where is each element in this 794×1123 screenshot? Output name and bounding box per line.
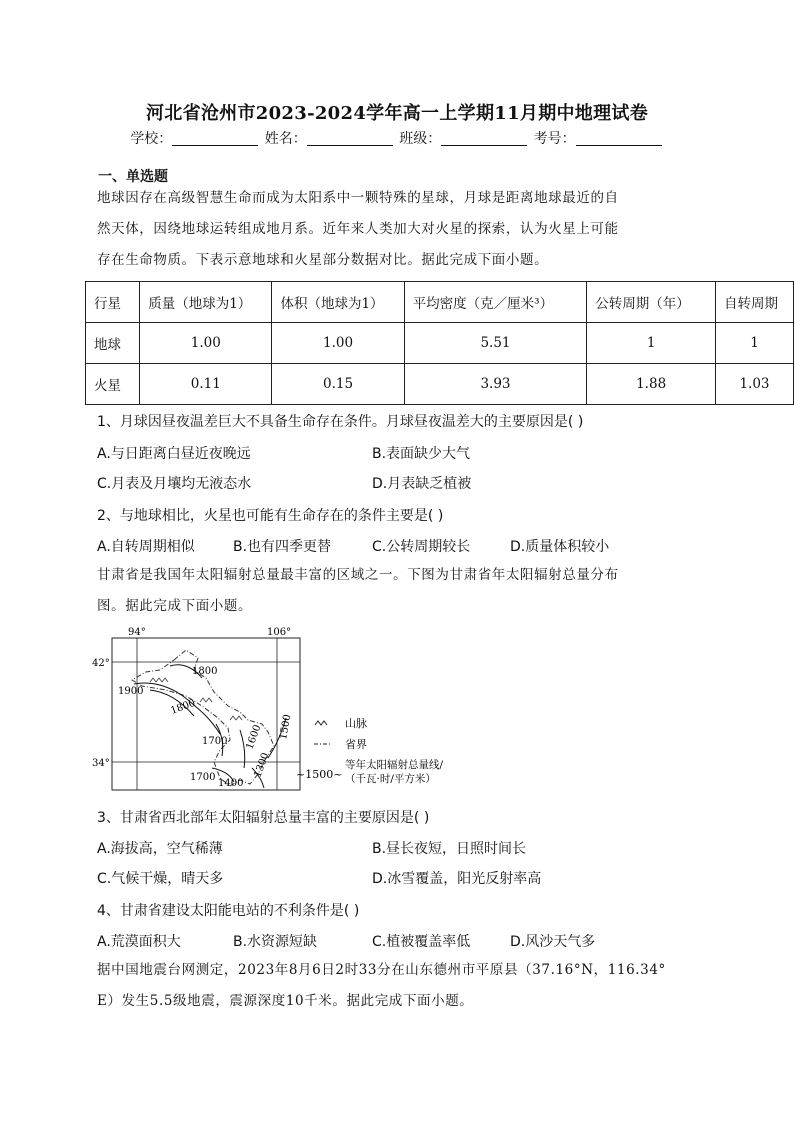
question-4-option-d[interactable]: D.风沙天气多 xyxy=(510,934,596,950)
question-3-option-d[interactable]: D.冰雪覆盖，阳光反射率高 xyxy=(372,871,542,887)
class-blank[interactable] xyxy=(441,131,527,146)
table-cell: 1.00 xyxy=(272,323,404,364)
question-1-option-a[interactable]: A.与日距离白昼近夜晚远 xyxy=(97,446,251,462)
isoline-label: 1700 xyxy=(190,772,216,783)
table-cell: 0.11 xyxy=(140,364,272,405)
passage-line: 图。据此完成下面小题。 xyxy=(97,598,253,614)
question-4-option-a[interactable]: A.荒漠面积大 xyxy=(97,934,181,950)
page-title: 河北省沧州市2023-2024学年高一上学期11月期中地理试卷 xyxy=(145,103,648,124)
question-3-option-a[interactable]: A.海拔高，空气稀薄 xyxy=(97,841,223,857)
question-2-option-a[interactable]: A.自转周期相似 xyxy=(97,539,195,555)
isoline-label: 1500 xyxy=(278,713,294,741)
legend-isoline-unit: （千瓦·时/平方米） xyxy=(345,773,436,785)
planet-data-table xyxy=(85,281,794,405)
table-header-row xyxy=(86,282,794,323)
map-frame xyxy=(112,638,300,790)
question-3-option-c[interactable]: C.气候干燥，晴天多 xyxy=(97,871,224,887)
question-2-option-d[interactable]: D.质量体积较小 xyxy=(510,539,610,555)
table-header-cell: 质量（地球为1） xyxy=(140,282,272,323)
isoline-label: 1900 xyxy=(118,686,144,697)
passage-3 xyxy=(97,955,698,1017)
passage-line: 地球因存在高级智慧生命而成为太阳系中一颗特殊的星球，月球是距离地球最近的自 xyxy=(97,190,619,206)
table-cell: 地球 xyxy=(86,323,140,364)
table-cell: 3.93 xyxy=(404,364,587,405)
table-cell: 1 xyxy=(715,323,793,364)
table-cell: 火星 xyxy=(86,364,140,405)
passage-line: 存在生命物质。下表示意地球和火星部分数据对比。据此完成下面小题。 xyxy=(97,252,549,268)
question-3-stem: 3、甘肃省西北部年太阳辐射总量丰富的主要原因是( ) xyxy=(97,810,430,826)
lon-label-left: 94° xyxy=(128,627,146,638)
table-header-cell: 公转周期（年） xyxy=(587,282,716,323)
passage-line: E）发生5.5级地震，震源深度10千米。据此完成下面小题。 xyxy=(97,993,474,1009)
table-cell: 1.03 xyxy=(715,364,793,405)
question-1-option-b[interactable]: B.表面缺少大气 xyxy=(372,446,471,462)
legend-border-label: 省界 xyxy=(345,738,367,751)
exam-no-label: 考号： xyxy=(533,131,576,147)
section-title: 一、单选题 xyxy=(98,169,168,185)
table-cell: 1 xyxy=(587,323,716,364)
table-header-cell: 平均密度（克／厘米³） xyxy=(404,282,587,323)
question-1-option-d[interactable]: D.月表缺乏植被 xyxy=(372,476,472,492)
table-row xyxy=(86,323,794,364)
isoline-label: 1800 xyxy=(169,697,197,717)
table-header-cell: 体积（地球为1） xyxy=(272,282,404,323)
gansu-solar-radiation-map xyxy=(90,622,490,802)
question-2-option-c[interactable]: C.公转周期较长 xyxy=(372,539,471,555)
isoline-label: 1700 xyxy=(202,736,228,747)
lat-label-top: 42° xyxy=(92,658,110,669)
question-4-option-c[interactable]: C.植被覆盖率低 xyxy=(372,934,471,950)
table-cell: 0.15 xyxy=(272,364,404,405)
table-header-cell: 行星 xyxy=(86,282,140,323)
name-blank[interactable] xyxy=(307,131,393,146)
passage-line: 据中国地震台网测定，2023年8月6日2时33分在山东德州市平原县（37.16°N，116.34° xyxy=(97,962,666,978)
lon-label-right: 106° xyxy=(267,627,292,638)
question-2-option-b[interactable]: B.也有四季更替 xyxy=(233,539,332,555)
isoline-label: 1600 xyxy=(244,723,264,752)
school-blank[interactable] xyxy=(172,131,258,146)
table-header-cell: 自转周期 xyxy=(715,282,793,323)
question-1-option-c[interactable]: C.月表及月壤均无液态水 xyxy=(97,476,252,492)
class-label: 班级： xyxy=(399,131,442,147)
legend-mountain-label: 山脉 xyxy=(345,717,367,730)
table-cell: 1.00 xyxy=(140,323,272,364)
question-3-option-b[interactable]: B.昼长夜短，日照时间长 xyxy=(372,841,527,857)
question-1-stem: 1、月球因昼夜温差巨大不具备生命存在条件。月球昼夜温差大的主要原因是( ) xyxy=(97,414,584,430)
mountain-symbols xyxy=(150,678,242,720)
question-4-option-b[interactable]: B.水资源短缺 xyxy=(233,934,318,950)
lat-label-bottom: 34° xyxy=(92,758,110,769)
passage-line: 然天体，因绕地球运转组成地月系。近年来人类加大对火星的探索，认为火星上可能 xyxy=(97,221,619,237)
isoline-label: 1400 xyxy=(218,778,244,789)
exam-no-blank[interactable] xyxy=(576,131,662,146)
legend-isoline-text: 等年太阳辐射总量线/ xyxy=(345,759,444,771)
table-cell: 5.51 xyxy=(404,323,587,364)
legend-isoline-value: ~1500~ xyxy=(296,768,343,781)
passage-line: 甘肃省是我国年太阳辐射总量最丰富的区域之一。下图为甘肃省年太阳辐射总量分布 xyxy=(97,567,619,583)
school-label: 学校： xyxy=(130,131,173,147)
question-2-stem: 2、与地球相比，火星也可能有生命存在的条件主要是( ) xyxy=(97,508,444,524)
name-label: 姓名： xyxy=(264,131,307,147)
isoline-label: 1800 xyxy=(192,666,218,677)
isoline-label: 1300 xyxy=(252,751,272,780)
passage-2 xyxy=(97,560,698,622)
legend-mountain-symbol xyxy=(315,721,327,725)
table-cell: 1.88 xyxy=(587,364,716,405)
passage-1 xyxy=(97,183,698,276)
question-4-stem: 4、甘肃省建设太阳能电站的不利条件是( ) xyxy=(97,903,360,919)
student-info-line xyxy=(0,128,794,148)
table-row xyxy=(86,364,794,405)
